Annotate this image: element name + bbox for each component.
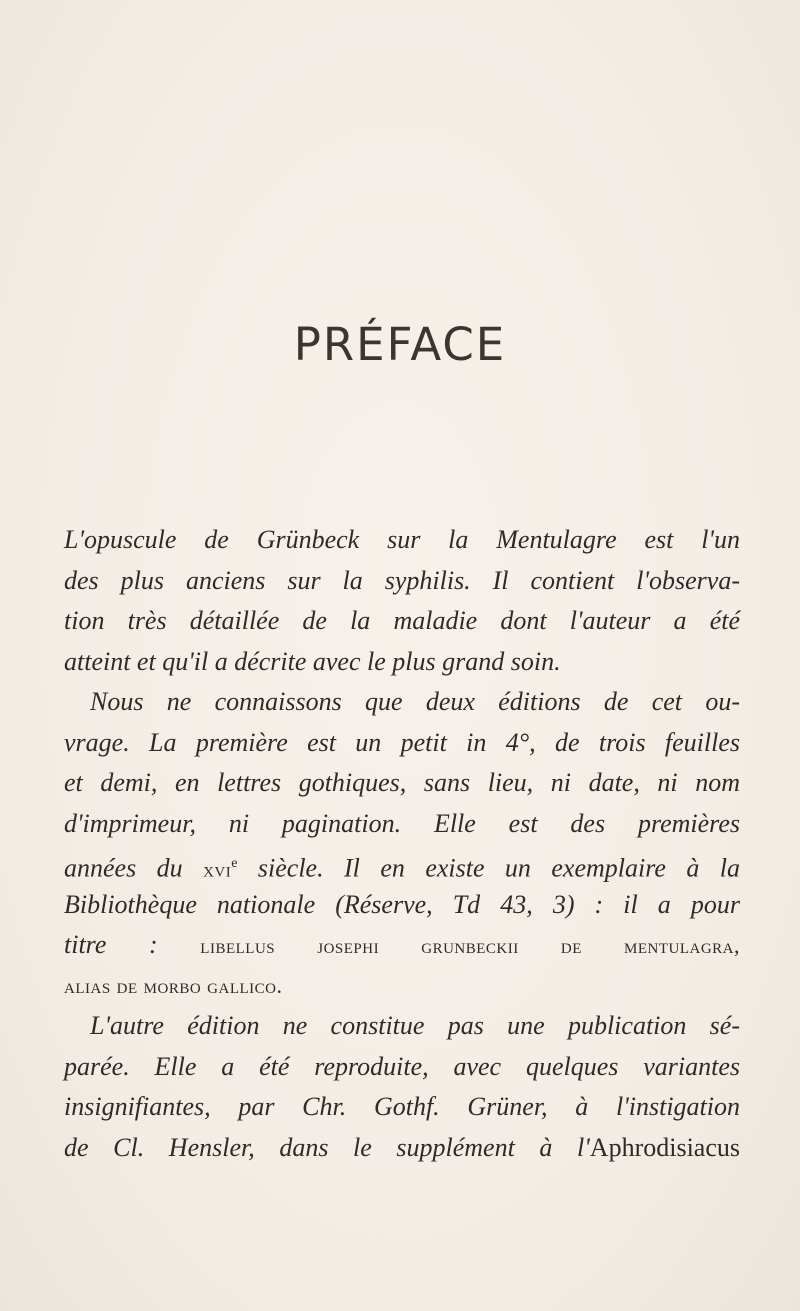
text-line-16-start: de Cl. Hensler, dans le supplément à l' bbox=[64, 1132, 590, 1162]
text-line-9-end: siècle. Il en existe un exemplaire à la bbox=[237, 853, 740, 883]
preface-body bbox=[64, 520, 740, 1168]
text-line-3: tion très détaillée de la maladie dont l'auteur a été bbox=[64, 606, 740, 635]
text-line-4: atteint et qu'il a décrite avec le plus grand soin. bbox=[64, 646, 561, 676]
text-line-5: Nous ne connaissons que deux éditions de cet ou- bbox=[90, 687, 740, 716]
book-title-caps: libellus josephi grunbeckii de mentulagra, bbox=[200, 933, 740, 958]
aphrodisiacus-title: Aphrodisiacus bbox=[589, 1132, 740, 1162]
page-title: PRÉFACE bbox=[293, 318, 507, 371]
text-line-16 bbox=[64, 1128, 740, 1169]
text-line-8: d'imprimeur, ni pagination. Elle est des premières bbox=[64, 808, 740, 838]
text-line-14: parée. Elle a été reproduite, avec quelques variantes bbox=[64, 1051, 740, 1081]
text-line-1: L'opuscule de Grünbeck sur la Mentulagre est l'un bbox=[64, 525, 740, 554]
text-line-11-start: titre : bbox=[64, 930, 201, 959]
text-line-2: des plus anciens sur la syphilis. Il contient l'observa- bbox=[64, 565, 740, 595]
text-line-9-start: années du bbox=[64, 853, 204, 883]
text-line-15: insignifiantes, par Chr. Gothf. Grüner, à l'instigation bbox=[64, 1092, 740, 1121]
text-line-11 bbox=[64, 925, 740, 966]
century-superscript: e bbox=[231, 856, 238, 871]
text-line-6: vrage. La première est un petit in 4°, de trois feuilles bbox=[64, 727, 740, 757]
text-line-13: L'autre édition ne constitue pas une publication sé- bbox=[90, 1011, 740, 1040]
text-line-9 bbox=[64, 844, 740, 885]
text-line-12: alias de morbo gallico. bbox=[64, 972, 283, 998]
text-line-7: et demi, en lettres gothiques, sans lieu, ni date, ni nom bbox=[64, 768, 740, 797]
century-numeral: xvi bbox=[203, 856, 232, 882]
text-line-10: Bibliothèque nationale (Réserve, Td 43, 3) : il a pour bbox=[64, 889, 740, 919]
